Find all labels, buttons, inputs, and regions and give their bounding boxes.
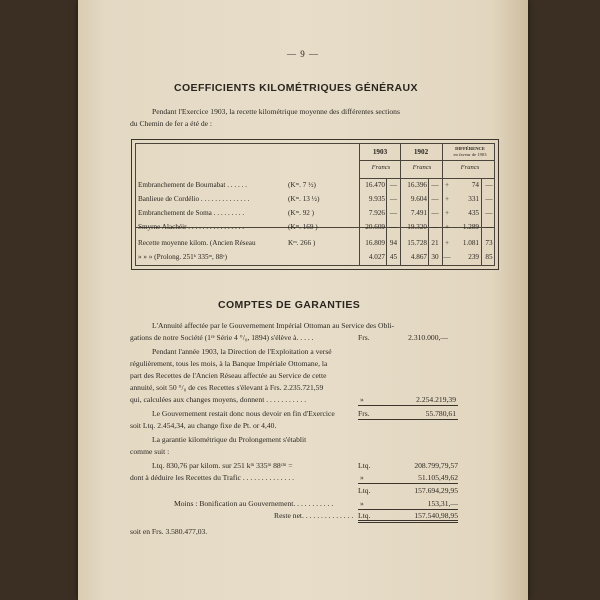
table-cell-c1903: —	[389, 223, 398, 231]
text-line: gations de notre Société (1ʳᵉ Série 4 °/₀, 1894) s'élève à. . . . .	[130, 333, 314, 342]
table-cell-c1903: 94	[389, 239, 398, 247]
header-difference: DIFFÉRENCE	[455, 146, 485, 151]
amount-verse: 2.254.219,39	[416, 395, 456, 404]
amount-prefix: Frs.	[358, 333, 370, 342]
table-cell-c1903: —	[389, 209, 398, 217]
table-cell-sign: +	[444, 195, 450, 203]
table-cell-label: Embranchement de Bournabat . . . . . .	[138, 181, 247, 189]
text-line: dont à déduire les Recettes du Trafic . . . . . . . . . . . . . .	[130, 473, 295, 482]
amount-prefix: Ltq.	[358, 511, 371, 520]
amount-garantie: 208.799,79,57	[414, 461, 458, 470]
table-cell-diff: 435	[468, 209, 479, 217]
table-cell-cdiff: —	[485, 195, 493, 203]
table-cell-v1902: 15.728	[407, 239, 427, 247]
header-1902: 1902	[413, 148, 429, 156]
table-cell-cdiff: —	[485, 209, 493, 217]
unit-difference: Francs	[460, 164, 480, 171]
text-line: soit en Frs. 3.580.477,03.	[130, 527, 208, 536]
section-title-garanties: COMPTES DE GARANTIES	[218, 299, 361, 311]
text-line: Le Gouvernement restait donc nous devoir en fin d'Exercice	[152, 409, 335, 418]
text-line: part des Recettes de l'Ancien Réseau affectée au Service de cette	[130, 371, 327, 380]
table-cell-v1902: 16.396	[407, 181, 427, 189]
unit-1902: Francs	[412, 164, 432, 171]
table-cell-sign: +	[444, 239, 450, 247]
table-cell-label: Banlieue de Cordélio . . . . . . . . . . . . . .	[138, 195, 250, 203]
table-cell-c1903: —	[389, 195, 398, 203]
table-cell-label: Embranchement de Soma . . . . . . . . .	[138, 209, 245, 217]
table-cell-km: Kᵐ. 266 )	[288, 239, 316, 247]
table-cell-c1902: —	[431, 223, 439, 231]
section-title-coefficients: COEFFICIENTS KILOMÉTRIQUES GÉNÉRAUX	[174, 82, 418, 94]
text-line: Reste net. . . . . . . . . . . . . .	[274, 511, 354, 520]
text-line: Ltq. 830,76 par kilom. sur 251 kᵐ 335ᵐ 88ᶜᵐ =	[152, 461, 293, 470]
amount-subtotal: 157.694,29,95	[414, 486, 458, 495]
table-cell-diff: 331	[468, 195, 479, 203]
table-cell-km: (Kᵐ. 169 )	[288, 223, 318, 231]
table-cell-diff: 74	[471, 181, 479, 189]
table-cell-v1903: 20.609	[365, 223, 385, 231]
table-cell-c1902: 30	[431, 253, 439, 261]
table-cell-v1903: 4.027	[368, 253, 385, 261]
table-cell-sign: +	[444, 209, 450, 217]
table-cell-c1903: —	[389, 181, 398, 189]
amount-prefix: Ltq.	[358, 461, 371, 470]
text-line: soit Ltq. 2.454,34, au change fixe de Pt. or 4,40.	[130, 421, 277, 430]
text-line: Moins : Bonification au Gouvernement. . . . . . . . . . .	[174, 499, 334, 508]
table-cell-label: Smyrne Alachéir . . . . . . . . . . . . . . . .	[138, 223, 245, 231]
table-cell-km: (Kᵐ. 13 ½)	[288, 195, 320, 203]
coefficients-table	[131, 139, 499, 270]
unit-1903: Francs	[371, 164, 391, 171]
text-line: qui, calculées aux changes moyens, donnent . . . . . . . . . . .	[130, 395, 307, 404]
amount-prefix: »	[360, 499, 364, 508]
text-line: La garantie kilométrique du Prolongement s'établit	[152, 435, 307, 444]
amount-trafic: 51.105,49,62	[418, 473, 458, 482]
amount-bonification: 153,31,—	[427, 499, 458, 508]
table-cell-cdiff: —	[485, 223, 493, 231]
header-1903: 1903	[372, 148, 388, 156]
table-cell-v1902: 4.867	[410, 253, 427, 261]
text-line: Pendant l'année 1903, la Direction de l'Exploitation a versé	[152, 347, 332, 356]
table-cell-label: » » » (Prolong. 251ᵏ 335ᵐ, 88ᶜ)	[138, 253, 228, 261]
table-cell-km: (Kᵐ. 7 ½)	[288, 181, 316, 189]
table-cell-c1902: —	[431, 195, 439, 203]
table-cell-c1902: —	[431, 181, 439, 189]
table-cell-sign: +	[444, 223, 450, 231]
text-line: annuité, soit 50 °/₀ de ces Recettes s'élevant à Frs. 2.235.721,59	[130, 383, 324, 392]
page-number: — 9 —	[287, 49, 319, 59]
table-cell-km: (Kᵐ. 92 )	[288, 209, 315, 217]
table-cell-sign: +	[444, 181, 450, 189]
text-line: comme suit :	[130, 447, 170, 456]
text-line: L'Annuité affectée par le Gouvernement Impérial Ottoman au Service des Obli-	[152, 321, 395, 330]
intro-line-2: du Chemin de fer a été de :	[130, 119, 213, 128]
table-cell-diff: 1.289	[462, 223, 479, 231]
header-difference-sub: en faveur de 1903	[453, 152, 487, 157]
table-cell-v1902: 9.604	[410, 195, 427, 203]
amount-prefix: Ltq.	[358, 486, 371, 495]
amount-net: 157.540,98,95	[414, 511, 458, 520]
table-cell-v1903: 9.935	[368, 195, 385, 203]
table-cell-cdiff: 85	[485, 253, 493, 261]
table-cell-v1903: 16.809	[365, 239, 385, 247]
table-cell-cdiff: —	[485, 181, 493, 189]
table-cell-c1902: 21	[431, 239, 439, 247]
table-cell-diff: 1.081	[462, 239, 479, 247]
amount-du: 55.780,61	[425, 409, 456, 418]
table-cell-v1902: 7.491	[410, 209, 427, 217]
table-cell-diff: 239	[468, 253, 479, 261]
text-line: régulièrement, tous les mois, à la Banque Impériale Ottomane, la	[130, 359, 328, 368]
intro-line-1: Pendant l'Exercice 1903, la recette kilométrique moyenne des différentes sections	[152, 107, 400, 116]
table-cell-label: Recette moyenne kilom. (Ancien Réseau	[138, 239, 256, 247]
table-cell-sign: —	[443, 253, 451, 261]
table-cell-v1903: 7.926	[368, 209, 385, 217]
amount-annuite: 2.310.000,—	[408, 333, 448, 342]
table-cell-cdiff: 73	[485, 239, 493, 247]
amount-prefix: Frs.	[358, 409, 370, 418]
table-cell-v1902: 19.320	[407, 223, 427, 231]
amount-prefix: »	[360, 473, 364, 482]
table-cell-c1903: 45	[389, 253, 398, 261]
document-page	[78, 0, 528, 600]
amount-prefix: »	[360, 395, 364, 404]
table-cell-c1902: —	[431, 209, 439, 217]
table-cell-v1903: 16.470	[365, 181, 385, 189]
